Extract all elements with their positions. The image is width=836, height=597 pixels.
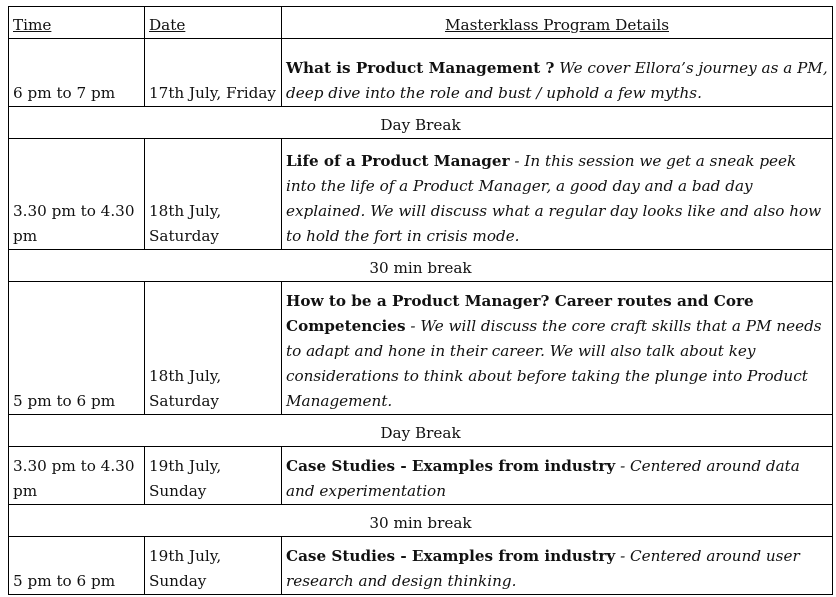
header-details: Masterklass Program Details	[282, 7, 833, 39]
session-title: What is Product Management ?	[286, 59, 555, 77]
break-row	[9, 505, 833, 537]
session-details	[282, 447, 833, 505]
session-details	[282, 139, 833, 250]
table-row	[9, 447, 833, 505]
program-table	[8, 6, 833, 595]
table-row	[9, 39, 833, 107]
session-time: 6 pm to 7 pm	[9, 39, 145, 107]
break-row	[9, 415, 833, 447]
table-header-row	[9, 7, 833, 39]
break-label: 30 min break	[9, 250, 833, 282]
session-description: - Centered around user research and design thinking.	[286, 547, 800, 590]
table-row	[9, 139, 833, 250]
session-date: 18th July, Saturday	[145, 282, 282, 415]
header-time: Time	[9, 7, 145, 39]
session-title: Case Studies - Examples from industry	[286, 547, 616, 565]
session-details	[282, 282, 833, 415]
session-date: 19th July, Sunday	[145, 537, 282, 595]
session-time: 5 pm to 6 pm	[9, 537, 145, 595]
session-title: Case Studies - Examples from industry	[286, 457, 616, 475]
session-description: - In this session we get a sneak peek into the life of a Product Manager, a good day and a bad day explained. We will discuss what a regular day looks like and also how to hold the fort in crisis mode.	[286, 152, 822, 245]
session-date: 19th July, Sunday	[145, 447, 282, 505]
session-date: 17th July, Friday	[145, 39, 282, 107]
header-date: Date	[145, 7, 282, 39]
break-row	[9, 107, 833, 139]
session-title: How to be a Product Manager? Career routes and Core Competencies	[286, 292, 754, 335]
break-row	[9, 250, 833, 282]
session-details	[282, 39, 833, 107]
session-description: - We will discuss the core craft skills that a PM needs to adapt and hone in their career. We will also talk about key considerations to think about before taking the plunge into Product Management.	[286, 317, 822, 410]
break-label: Day Break	[9, 415, 833, 447]
session-details	[282, 537, 833, 595]
table-row	[9, 537, 833, 595]
session-time: 3.30 pm to 4.30 pm	[9, 139, 145, 250]
break-label: 30 min break	[9, 505, 833, 537]
session-time: 5 pm to 6 pm	[9, 282, 145, 415]
session-title: Life of a Product Manager	[286, 152, 510, 170]
session-description: - Centered around data and experimentation	[286, 457, 800, 500]
session-date: 18th July, Saturday	[145, 139, 282, 250]
table-row	[9, 282, 833, 415]
session-description: We cover Ellora’s journey as a PM, deep dive into the role and bust / uphold a few myths.	[286, 59, 828, 102]
break-label: Day Break	[9, 107, 833, 139]
session-time: 3.30 pm to 4.30 pm	[9, 447, 145, 505]
